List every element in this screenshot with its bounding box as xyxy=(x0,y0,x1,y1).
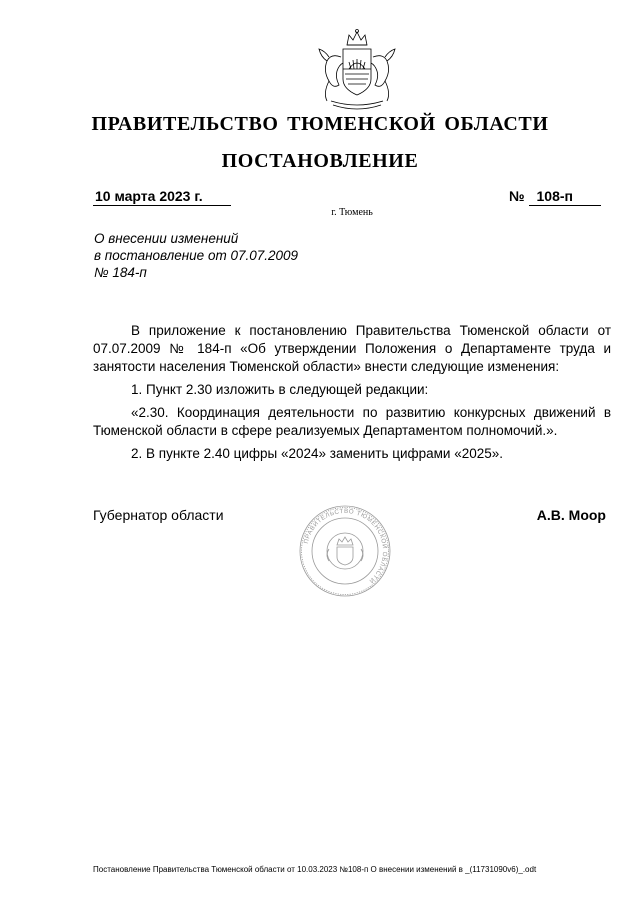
document-type-title: ПОСТАНОВЛЕНИЕ xyxy=(221,150,419,172)
seal-ring-text: ПРАВИТЕЛЬСТВО ТЮМЕНСКОЙ ОБЛАСТИ xyxy=(302,507,389,585)
document-footer: Постановление Правительства Тюменской области от 10.03.2023 №108-п О внесении изменений в _(11731090v6)_.odt xyxy=(93,865,537,874)
decree-number-block xyxy=(509,187,601,206)
body-paragraph: 2. В пункте 2.40 цифры «2024» заменить цифрами «2025». xyxy=(131,446,504,461)
svg-text:ПРАВИТЕЛЬСТВО ТЮМЕНСКОЙ ОБЛАСТ xyxy=(303,508,389,585)
government-title: ПРАВИТЕЛЬСТВО ТЮМЕНСКОЙ ОБЛАСТИ xyxy=(91,113,549,135)
signatory-name: А.В. Моор xyxy=(536,507,606,523)
number-sign: № xyxy=(509,188,525,204)
decree-number: 108-п xyxy=(529,187,601,206)
official-seal-stamp xyxy=(299,505,391,597)
subject-line: О внесении изменений xyxy=(94,231,239,246)
body-paragraph: 1. Пункт 2.30 изложить в следующей редакции: xyxy=(131,382,429,397)
body-paragraph: В приложение к постановлению Правительства Тюменской области от 07.07.2009 № 184-п «Об утверждении Положения о Департаменте труда и занятости населения Тюменской области» внести следующие изменения: xyxy=(93,323,611,374)
city-label: г. Тюмень xyxy=(331,207,373,218)
subject-line: в постановление от 07.07.2009 xyxy=(94,248,299,263)
decree-body xyxy=(93,322,611,468)
signatory-position: Губернатор области xyxy=(93,507,224,523)
body-paragraph: «2.30. Координация деятельности по развитию конкурсных движений в Тюменской области в сфере реализуемых Департаментом полномочий.». xyxy=(93,405,611,438)
subject-line: № 184-п xyxy=(94,265,147,280)
tyumen-coat-of-arms-emblem xyxy=(313,27,401,111)
decree-date: 10 марта 2023 г. xyxy=(93,187,231,206)
decree-subject xyxy=(94,230,354,281)
